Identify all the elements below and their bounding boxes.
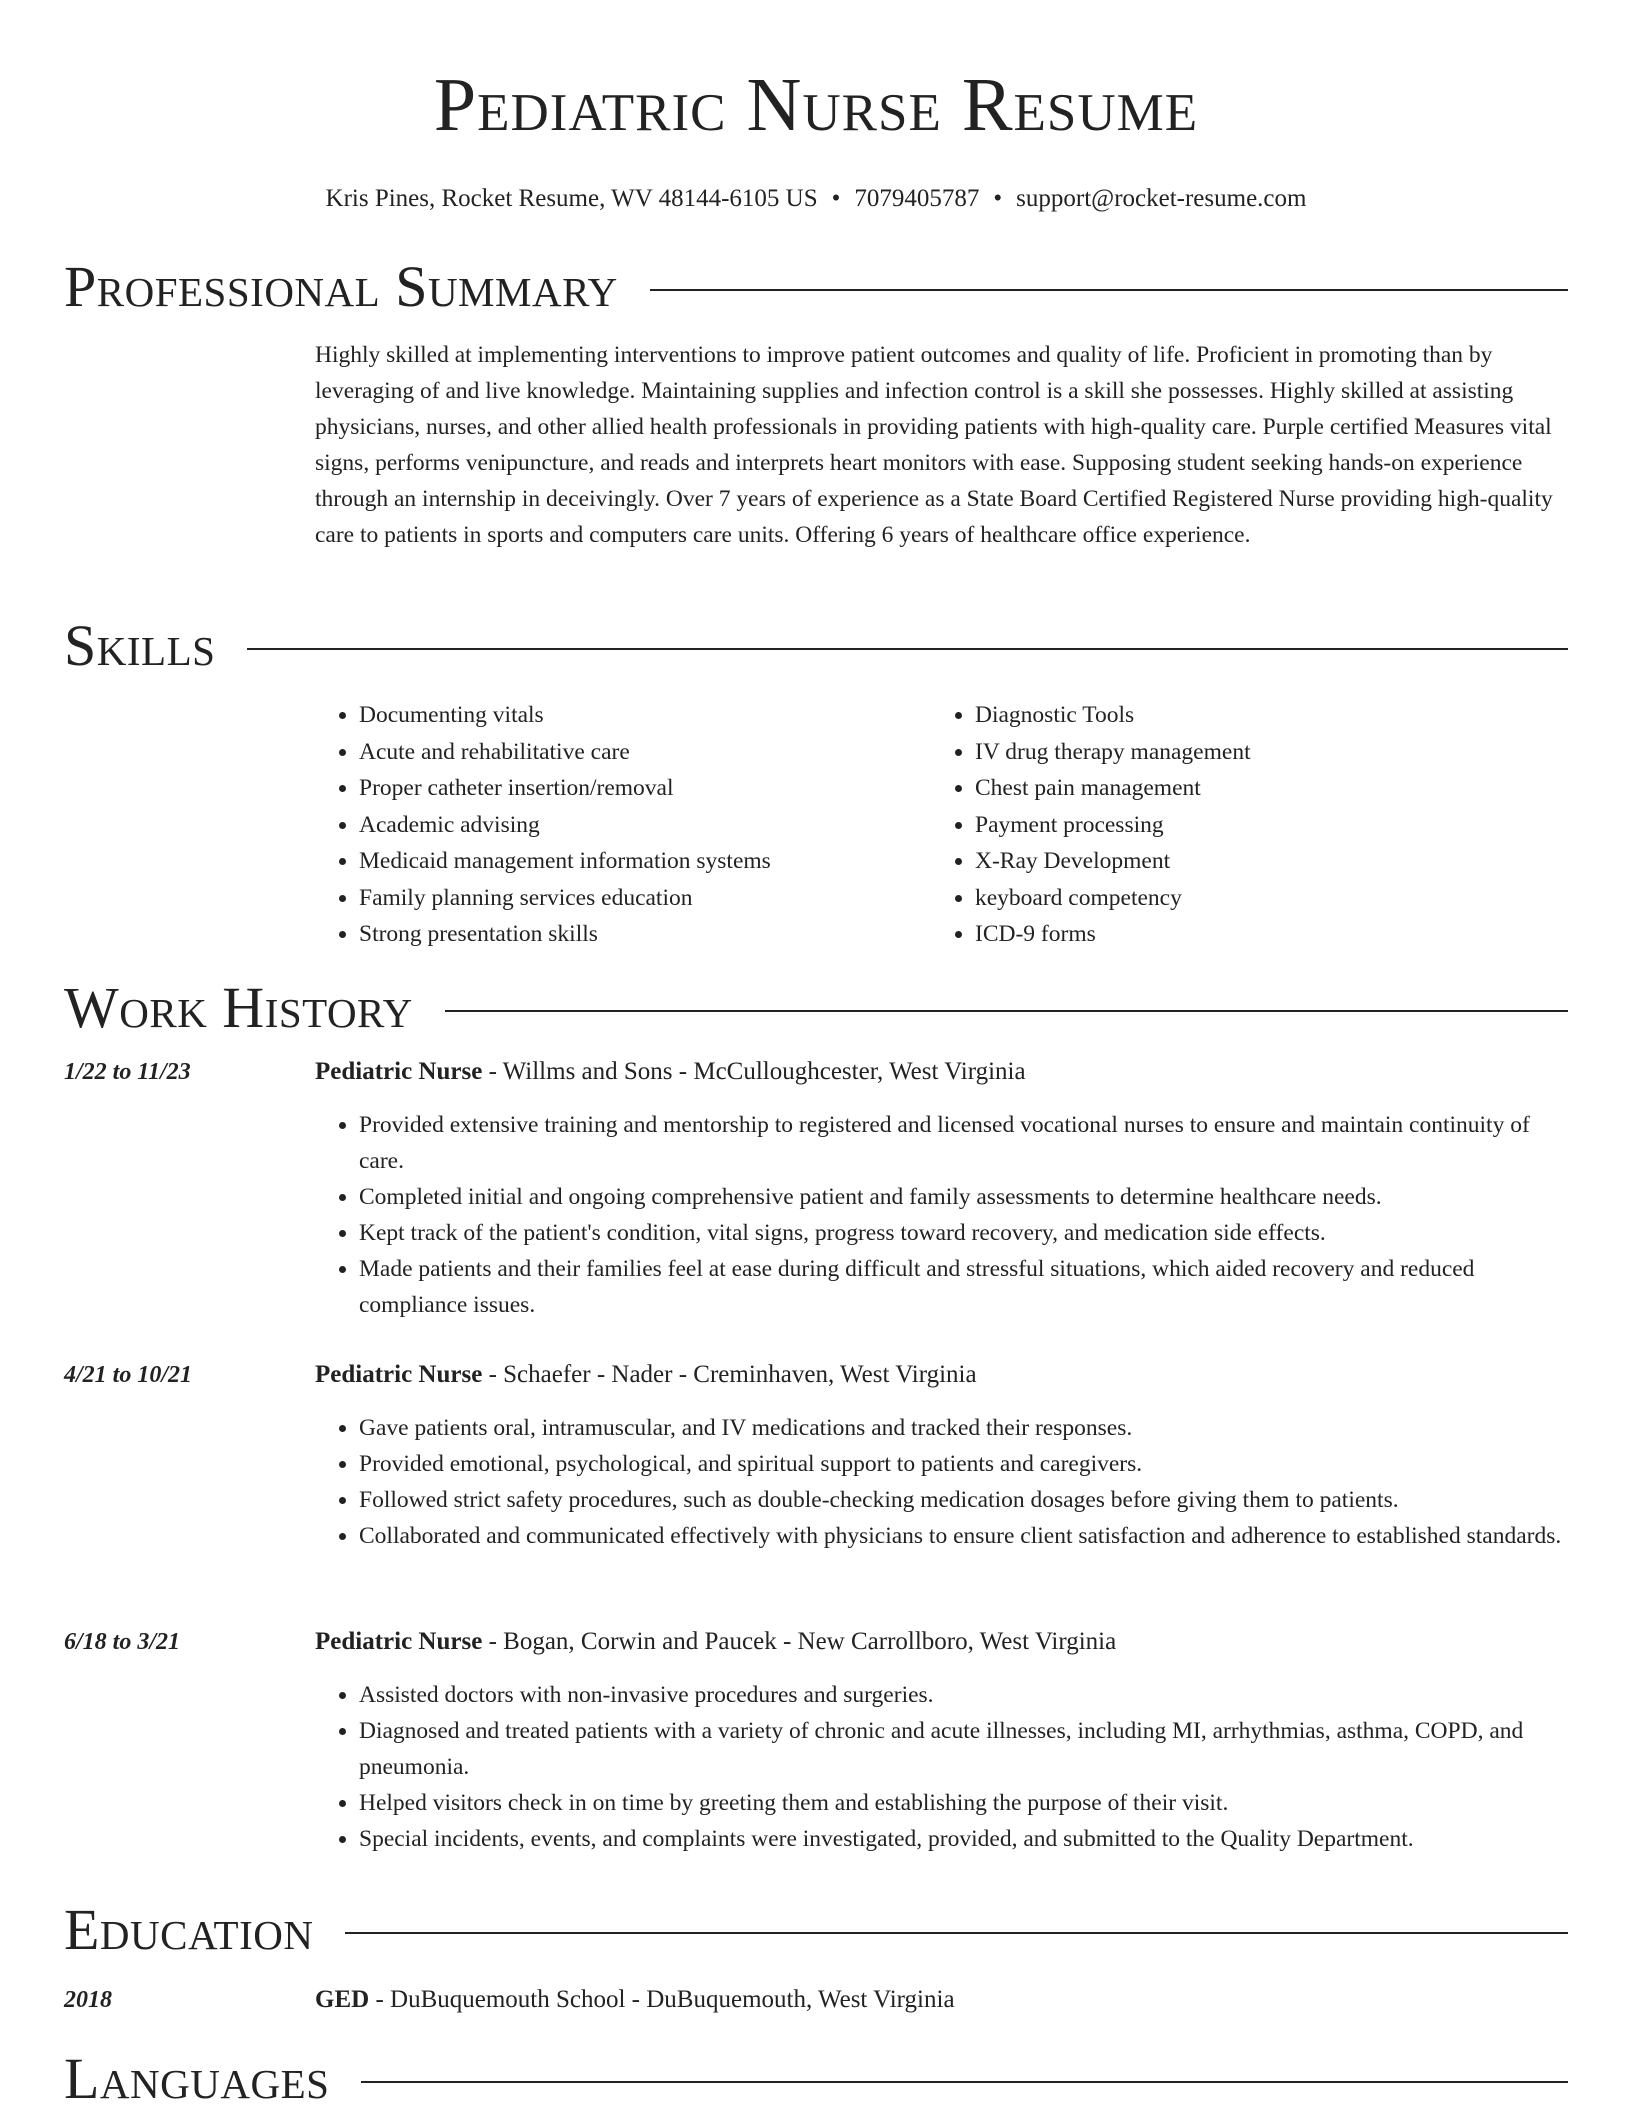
job-bullet: • Diagnosed and treated patients with a variety of chronic and acute illnesses, including MI, arrhythmias, asthma, COPD, and pneumonia. bbox=[359, 1713, 1569, 1785]
contact-email: support@rocket-resume.com bbox=[1016, 185, 1307, 212]
skill-item: • IV drug therapy management bbox=[975, 734, 1547, 771]
job-dates: 4/21 to 10/21 bbox=[64, 1362, 193, 1388]
education-school: - DuBuquemouth School - DuBuquemouth, West Virginia bbox=[369, 1986, 955, 2013]
job-employer: - Willms and Sons - McCulloughcester, West Virginia bbox=[482, 1058, 1026, 1085]
job-bullet: • Assisted doctors with non-invasive procedures and surgeries. bbox=[359, 1677, 1569, 1713]
education-heading: Education bbox=[64, 1897, 314, 1962]
job-bullet: • Helped visitors check in on time by greeting them and establishing the purpose of their visit. bbox=[359, 1785, 1569, 1821]
job-bullets bbox=[315, 1410, 1569, 1554]
skills-column-right bbox=[931, 697, 1547, 953]
skill-item: • Proper catheter insertion/removal bbox=[359, 770, 931, 807]
skill-item: • ICD-9 forms bbox=[975, 916, 1547, 953]
job-bullets bbox=[315, 1107, 1569, 1323]
summary-text: Highly skilled at implementing interventions to improve patient outcomes and quality of life. Proficient in promoting than by leveraging of and live knowledge. Maintaining supplies and infection control is a skill she possesses. Highly skilled at assisting physicians, nurses, and other allied health professionals in providing patients with high-quality care. Purple certified Measures vital signs, performs venipuncture, and reads and interprets heart monitors with ease. Supposing student seeking hands-on experience through an internship in deceivingly. Over 7 years of experience as a State Board Certified Registered Nurse providing high-quality care to patients in sports and computers care units. Offering 6 years of healthcare office experience. bbox=[315, 342, 1553, 548]
job-bullet: • Collaborated and communicated effectively with physicians to ensure client satisfaction and adherence to established standards. bbox=[359, 1518, 1569, 1554]
resume-title: Pediatric Nurse Resume bbox=[433, 63, 1199, 147]
job-heading bbox=[315, 1360, 977, 1390]
skill-item: • Academic advising bbox=[359, 807, 931, 844]
job-heading bbox=[315, 1057, 1026, 1087]
work-section-heading bbox=[64, 976, 1568, 1040]
job-bullet: • Followed strict safety procedures, such as double-checking medication dosages before giving them to patients. bbox=[359, 1482, 1569, 1518]
job-bullet: • Completed initial and ongoing comprehensive patient and family assessments to determine healthcare needs. bbox=[359, 1179, 1569, 1215]
summary-section-heading bbox=[64, 255, 1568, 319]
skill-item: • Medicaid management information systems bbox=[359, 843, 931, 880]
job-bullet: • Gave patients oral, intramuscular, and IV medications and tracked their responses. bbox=[359, 1410, 1569, 1446]
skills-section-heading bbox=[64, 614, 1568, 678]
section-divider bbox=[650, 289, 1568, 291]
skill-item: • Payment processing bbox=[975, 807, 1547, 844]
skill-item: • Acute and rehabilitative care bbox=[359, 734, 931, 771]
section-divider bbox=[345, 1932, 1568, 1934]
skill-item: • Chest pain management bbox=[975, 770, 1547, 807]
job-bullet: • Special incidents, events, and complaints were investigated, provided, and submitted to the Quality Department. bbox=[359, 1821, 1569, 1857]
job-title: Pediatric Nurse bbox=[315, 1628, 483, 1655]
job-employer: - Schaefer - Nader - Creminhaven, West Virginia bbox=[482, 1361, 977, 1388]
job-dates: 1/22 to 11/23 bbox=[64, 1059, 191, 1085]
education-section-heading bbox=[64, 1898, 1568, 1962]
education-heading-line bbox=[315, 1985, 955, 2015]
languages-heading: Languages bbox=[64, 2046, 330, 2111]
resume-page bbox=[64, 0, 1568, 2111]
skills-heading: Skills bbox=[64, 613, 216, 678]
job-employer: - Bogan, Corwin and Paucek - New Carrollboro, West Virginia bbox=[482, 1628, 1117, 1655]
contact-phone: 7079405787 bbox=[854, 185, 980, 212]
section-divider bbox=[361, 2081, 1568, 2083]
job-bullet: • Kept track of the patient's condition, vital signs, progress toward recovery, and medication side effects. bbox=[359, 1215, 1569, 1251]
job-bullet: • Made patients and their families feel at ease during difficult and stressful situations, which aided recovery and reduced compliance issues. bbox=[359, 1251, 1569, 1323]
job-title: Pediatric Nurse bbox=[315, 1058, 483, 1085]
skill-item: • Documenting vitals bbox=[359, 697, 931, 734]
skill-item: • Diagnostic Tools bbox=[975, 697, 1547, 734]
skill-item: • keyboard competency bbox=[975, 880, 1547, 917]
skill-item: • X-Ray Development bbox=[975, 843, 1547, 880]
summary-heading: Professional Summary bbox=[64, 254, 618, 319]
skill-item: • Family planning services education bbox=[359, 880, 931, 917]
contact-address: Kris Pines, Rocket Resume, WV 48144-6105 US bbox=[325, 185, 818, 212]
job-bullets bbox=[315, 1677, 1569, 1857]
job-heading bbox=[315, 1627, 1116, 1657]
job-bullet: • Provided emotional, psychological, and spiritual support to patients and caregivers. bbox=[359, 1446, 1569, 1482]
contact-line bbox=[64, 184, 1568, 214]
education-year: 2018 bbox=[64, 1987, 112, 2013]
contact-separator: • bbox=[831, 185, 841, 212]
job-dates: 6/18 to 3/21 bbox=[64, 1629, 181, 1655]
section-divider bbox=[445, 1010, 1568, 1012]
languages-section-heading bbox=[64, 2047, 1568, 2111]
job-title: Pediatric Nurse bbox=[315, 1361, 483, 1388]
skill-item: • Strong presentation skills bbox=[359, 916, 931, 953]
section-divider bbox=[247, 648, 1568, 650]
work-heading: Work History bbox=[64, 975, 413, 1040]
education-degree: GED bbox=[315, 1986, 370, 2013]
skills-column-left bbox=[315, 697, 931, 953]
skills-list bbox=[315, 697, 1570, 953]
job-bullet: • Provided extensive training and mentorship to registered and licensed vocational nurses to ensure and maintain continuity of care. bbox=[359, 1107, 1569, 1179]
contact-separator: • bbox=[993, 185, 1003, 212]
